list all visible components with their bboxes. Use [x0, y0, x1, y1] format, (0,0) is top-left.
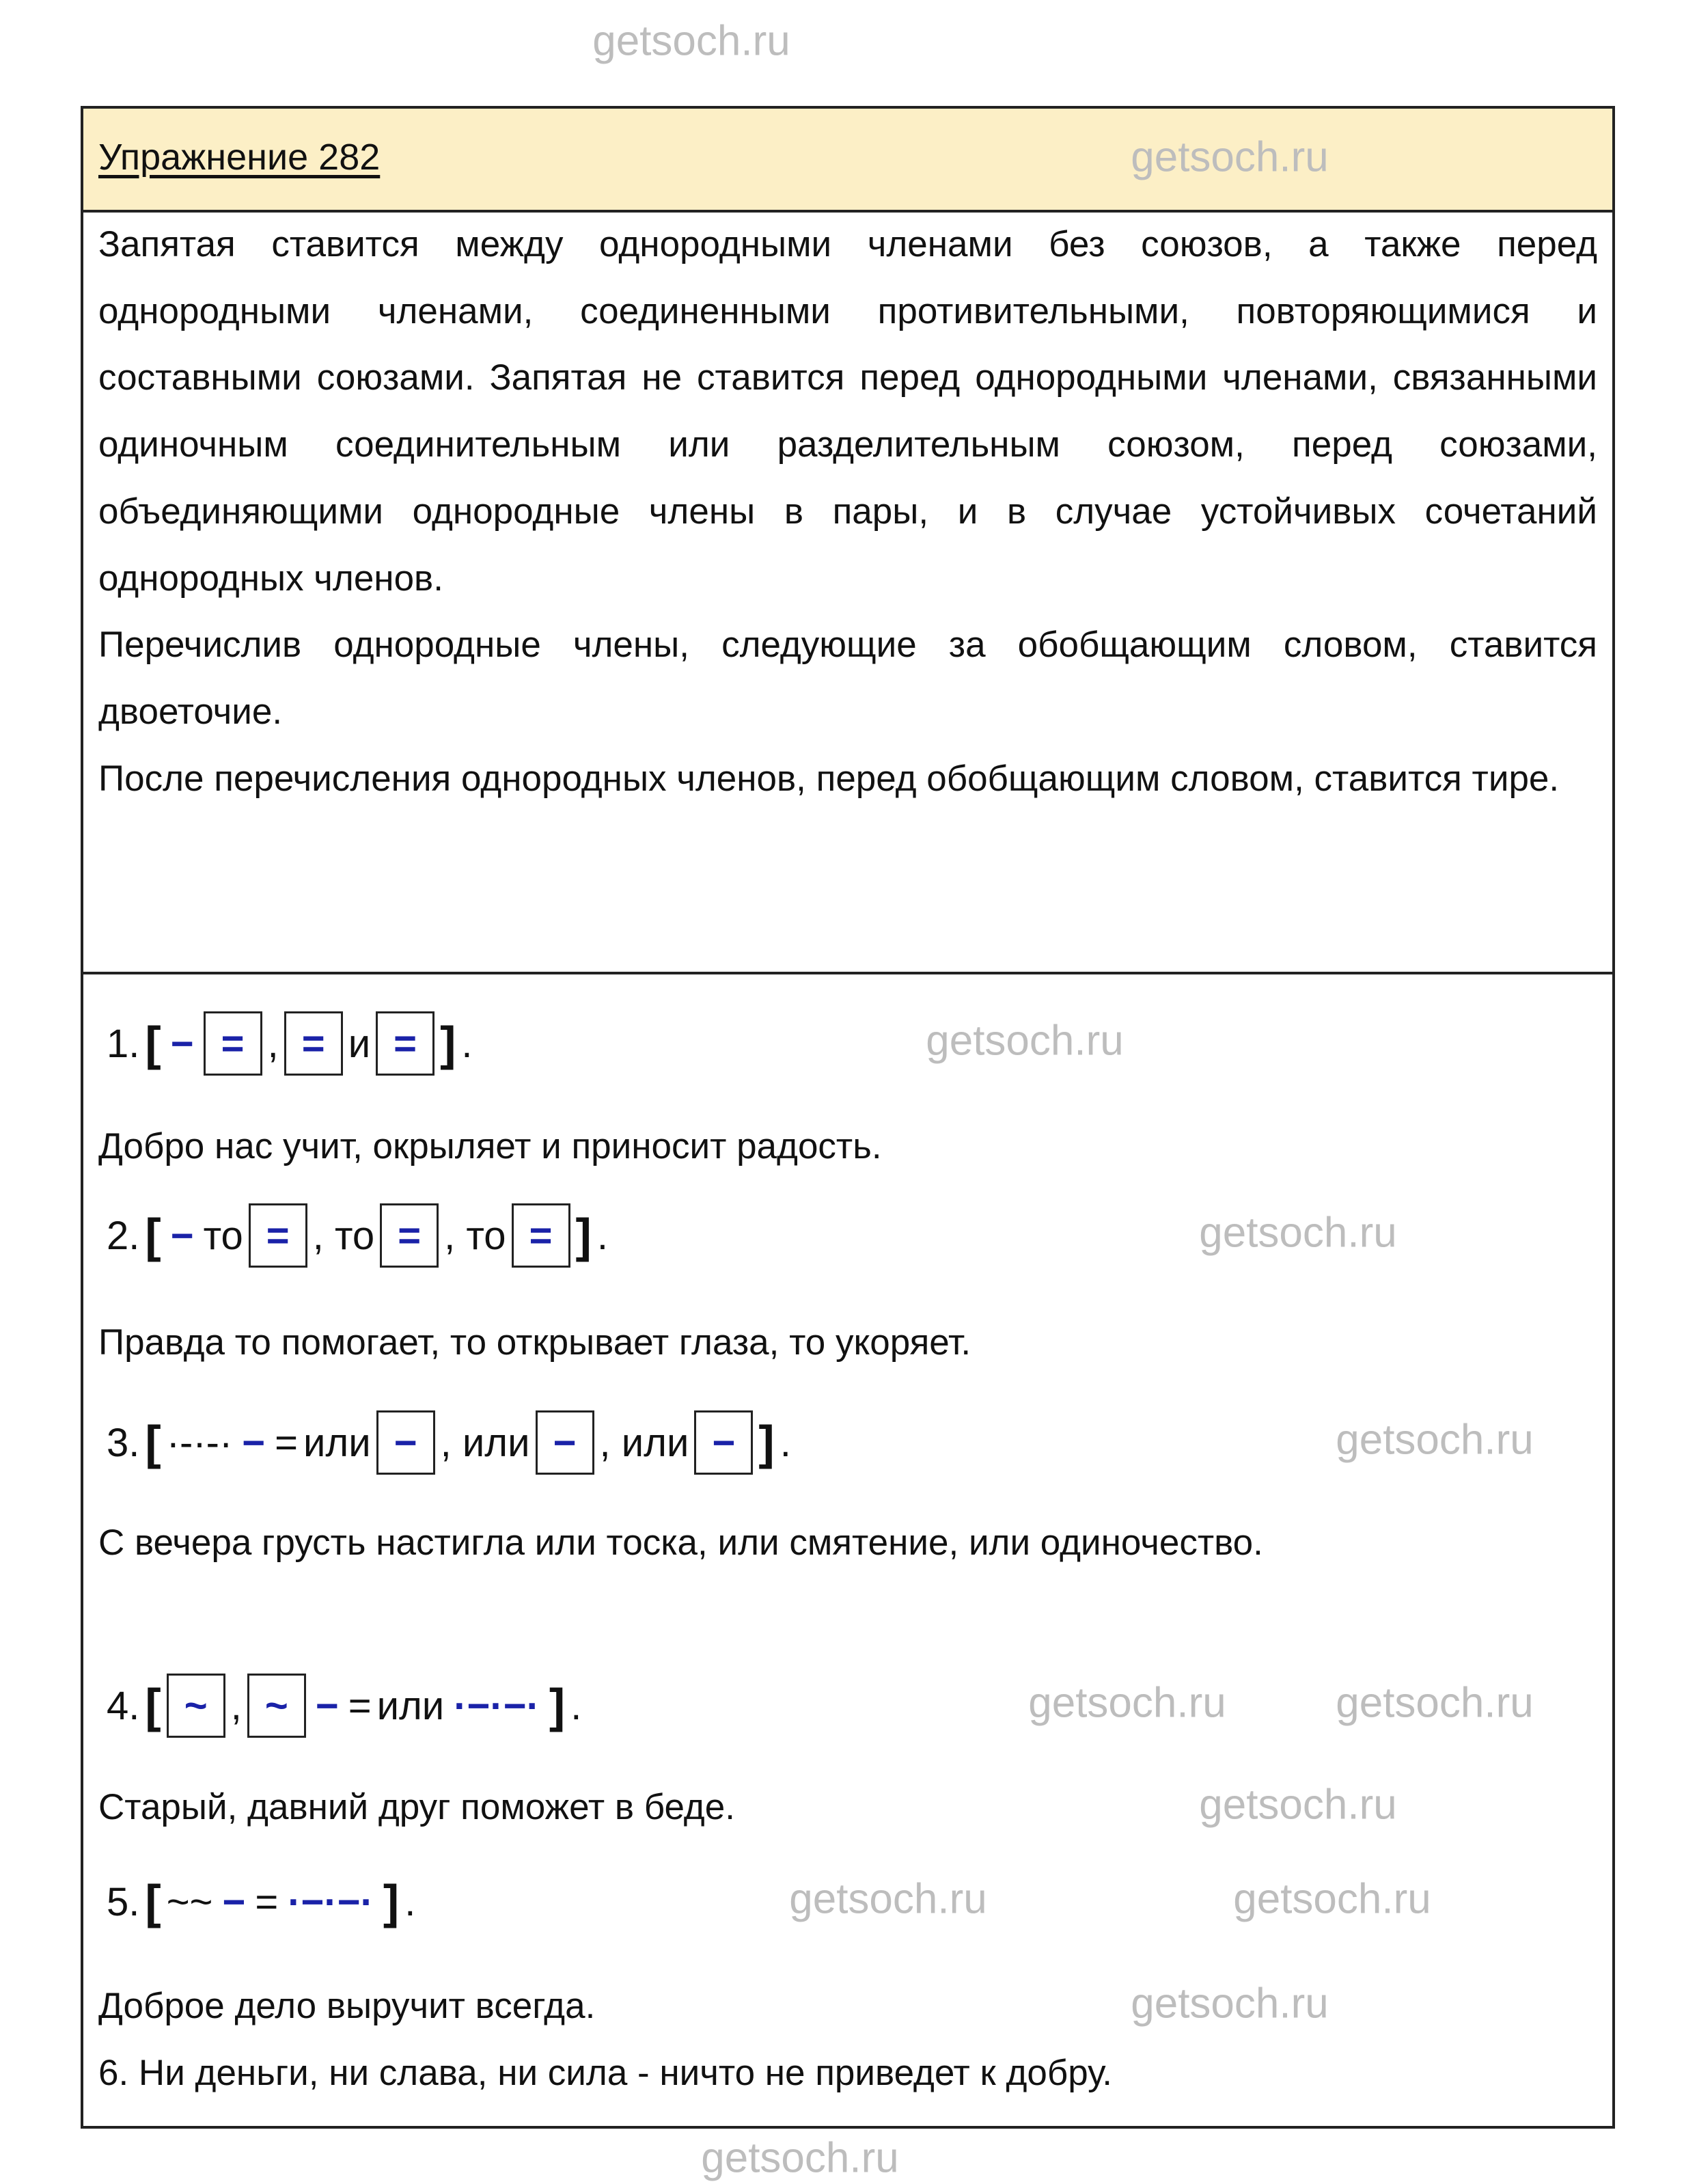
schema-text: ~~ — [166, 1879, 213, 1924]
schema-text: , — [230, 1683, 242, 1728]
schema-symbol: − — [315, 1683, 339, 1728]
watermark: getsoch.ru — [701, 2134, 899, 2182]
schema-bracket: [ — [145, 1875, 161, 1928]
rule-paragraph: Перечислив однородные члены, следующие за обобщающим словом, ставится двоеточие. — [98, 625, 1597, 732]
schema-text: , или — [440, 1420, 530, 1465]
watermark: getsoch.ru — [1336, 1679, 1534, 1727]
schema-bracket: [ — [145, 1416, 161, 1469]
watermark: getsoch.ru — [1233, 1875, 1431, 1923]
schema-bracket: [ — [145, 1017, 161, 1070]
schema-box: − — [694, 1410, 753, 1475]
schema-box: ~ — [167, 1674, 225, 1738]
rules-text — [98, 211, 1597, 812]
schema-5 — [104, 1868, 418, 1936]
watermark: getsoch.ru — [592, 17, 790, 65]
schema-3 — [104, 1408, 794, 1477]
watermark: getsoch.ru — [1131, 133, 1329, 181]
schema-text: , то — [444, 1213, 506, 1258]
rule-paragraph: После перечисления однородных членов, перед обобщающим словом, ставится тире. — [98, 758, 1560, 799]
schema-text: 5. — [107, 1879, 140, 1924]
schema-4 — [104, 1671, 584, 1740]
sentence-5: Доброе дело выручит всегда. — [98, 1986, 596, 2026]
schema-symbol: − — [170, 1213, 194, 1258]
schema-text: . — [570, 1683, 582, 1728]
schema-text: = — [255, 1879, 279, 1924]
schema-text: = — [348, 1683, 372, 1728]
schema-text: , то — [312, 1213, 375, 1258]
schema-text: . — [404, 1879, 416, 1924]
schema-text: , или — [599, 1420, 689, 1465]
schema-box: = — [512, 1203, 570, 1268]
schema-symbol: − — [170, 1021, 194, 1066]
schema-bracket: ] — [758, 1416, 775, 1469]
schema-2 — [104, 1201, 611, 1270]
schema-box: = — [249, 1203, 307, 1268]
schema-text: 3. — [107, 1420, 140, 1465]
exercise-table — [81, 106, 1615, 2129]
watermark: getsoch.ru — [1199, 1209, 1397, 1257]
schema-text: . — [596, 1213, 608, 1258]
sentence-2: Правда то помогает, то открывает глаза, то укоряет. — [98, 1322, 971, 1363]
schema-text: . — [461, 1021, 473, 1066]
schema-symbol: − — [242, 1420, 266, 1465]
schema-symbol: ·−·−· — [454, 1683, 540, 1728]
watermark: getsoch.ru — [1199, 1781, 1397, 1829]
table-header — [83, 109, 1612, 213]
rule-paragraph: Запятая ставится между однородными членами без союзов, а также перед однородными членами, соединенными противительными, повторяющимися и составными союзами. Запятая не ставится перед однородными членами, связанными одиночным соединительным или разделительным союзом, перед союзами, объединяющими однородные члены в пары, и в случае устойчивых сочетаний однородных членов. — [98, 224, 1597, 599]
schema-bracket: [ — [145, 1209, 161, 1262]
exercise-title: Упражнение 282 — [98, 137, 381, 178]
schema-text: 2. — [107, 1213, 140, 1258]
sentence-3: С вечера грусть настигла или тоска, или смятение, или одиночество. — [98, 1523, 1263, 1563]
schema-bracket: ] — [383, 1875, 400, 1928]
divider — [83, 972, 1612, 974]
schema-box: ~ — [247, 1674, 306, 1738]
watermark: getsoch.ru — [1336, 1416, 1534, 1464]
schema-1 — [104, 1009, 475, 1078]
schema-box: = — [380, 1203, 439, 1268]
schema-text: 1. — [107, 1021, 140, 1066]
schema-bracket: ] — [575, 1209, 592, 1262]
sentence-1: Добро нас учит, окрыляет и приносит радость. — [98, 1126, 882, 1166]
schema-box: = — [376, 1011, 434, 1076]
schema-box: = — [284, 1011, 343, 1076]
sentence-6: 6. Ни деньги, ни слава, ни сила - ничто не приведет к добру. — [98, 2053, 1112, 2093]
schema-bracket: [ — [145, 1679, 161, 1732]
schema-symbol: − — [222, 1879, 246, 1924]
schema-box: − — [376, 1410, 435, 1475]
watermark: getsoch.ru — [789, 1875, 987, 1923]
schema-bracket: ] — [549, 1679, 566, 1732]
schema-bracket: ] — [440, 1017, 456, 1070]
schema-text: или — [376, 1683, 445, 1728]
schema-text: ·-·-· — [166, 1420, 233, 1465]
schema-symbol: ·−·−· — [288, 1879, 374, 1924]
schema-text: и — [348, 1021, 371, 1066]
schema-text: 4. — [107, 1683, 140, 1728]
watermark: getsoch.ru — [926, 1017, 1124, 1065]
schema-box: = — [204, 1011, 262, 1076]
watermark: getsoch.ru — [1028, 1679, 1226, 1727]
schema-box: − — [536, 1410, 594, 1475]
schema-text: = — [275, 1420, 299, 1465]
watermark: getsoch.ru — [1131, 1980, 1329, 2028]
schema-text: . — [779, 1420, 791, 1465]
sentence-4: Старый, давний друг поможет в беде. — [98, 1787, 735, 1827]
schema-text: то — [203, 1213, 243, 1258]
schema-text: или — [303, 1420, 371, 1465]
schema-text: , — [267, 1021, 279, 1066]
